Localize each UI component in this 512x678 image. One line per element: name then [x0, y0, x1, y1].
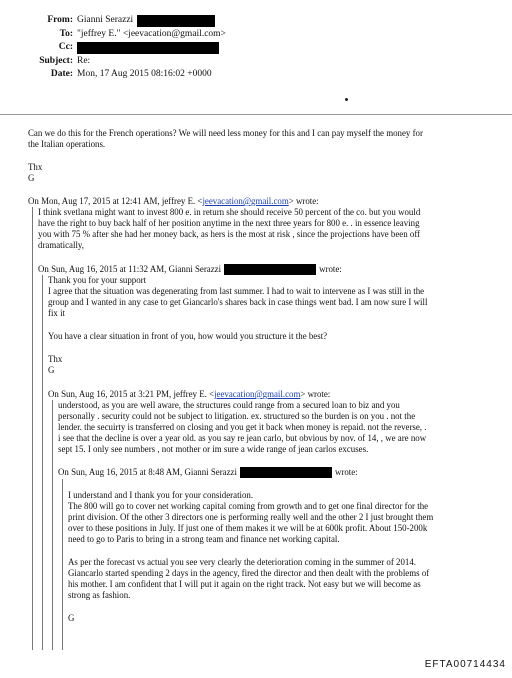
email-link[interactable]: jeevacation@gmail.com	[202, 196, 289, 206]
date-value: Mon, 17 Aug 2015 08:16:02 +0000	[77, 69, 212, 80]
quote-line: over to these positions in July. If just one of them makes it we will be at 600k profit. About 150-200k	[68, 523, 428, 533]
quote-line: fix it	[48, 308, 66, 318]
quote-line: Thank you for your support	[48, 275, 147, 285]
quote-line: lender. the secuirty is transferred on closing and you get it back when money is repaid. not the reverse, .	[58, 422, 427, 432]
quote-line: you with 75 % after she had her money back, as hers is the most at risk , since the projections have been off	[38, 229, 421, 239]
quote-header: On Sun, Aug 16, 2015 at 3:21 PM, jeffrey E. <jeevacation@gmail.com> wrote:	[48, 389, 331, 399]
quote-bar	[32, 207, 33, 650]
quote-line: personally . security could not be subject to litigation. ex. structured so the burden is on you . not the	[58, 411, 416, 421]
document-id: EFTA00714434	[424, 659, 506, 670]
cc-label: Cc:	[58, 42, 73, 53]
redaction-box	[240, 467, 332, 478]
body-line: the Italian operations.	[28, 139, 106, 149]
subject-row	[0, 55, 512, 69]
from-row	[0, 14, 512, 28]
to-label: To:	[59, 28, 73, 39]
quote-line: Giancarlo started spending 2 days in the agency, fired the director and then dealt with the problems of	[68, 568, 430, 578]
quote-line: need to go to Paris to bring in a strong team and finance net working capital.	[68, 534, 340, 544]
signoff: Thx	[48, 354, 63, 364]
date-row	[0, 68, 512, 82]
quote-line: understood, as you are well aware, the structures could range from a secured loan to biz and you	[58, 400, 400, 410]
email-header	[0, 14, 512, 82]
signoff: G	[68, 613, 75, 623]
quote-line: group and I wanted in any case to get Giancarlo's shares back in case things went bad. I am now sure I will	[48, 297, 428, 307]
email-link[interactable]: jeevacation@gmail.com	[214, 389, 301, 399]
date-label: Date:	[50, 69, 73, 80]
to-value: "jeffrey E." <jeevacation@gmail.com>	[77, 28, 226, 39]
redaction-box	[224, 264, 316, 275]
quote-bar	[52, 400, 53, 650]
header-divider	[0, 114, 512, 115]
quote-bar	[62, 479, 63, 650]
quote-line: have the right to buy back half of her position anytime in the next three years for 800 e. . in essence leaving	[38, 218, 420, 228]
quote-line: sept 15. I only see numbers , not mother or im sure a wide range of jean carlos excuses.	[58, 444, 369, 454]
quote-line: dramatically,	[38, 240, 84, 250]
signoff: G	[28, 173, 35, 183]
from-label: From:	[47, 15, 73, 25]
body-line: Can we do this for the French operations? We will need less money for this and I can pay myself the money for	[28, 128, 423, 138]
quote-line: I think svetlana might want to invest 800 e. in return she should receive 50 percent of the co. but you would	[38, 207, 421, 217]
quote-header: On Sun, Aug 16, 2015 at 8:48 AM, Gianni Serazzi wrote:	[58, 467, 358, 477]
quote-line: The 800 will go to cover net working capital coming from growth and to get one final director for the	[68, 501, 429, 511]
redaction-box	[77, 42, 219, 54]
signoff: G	[48, 365, 55, 375]
quote-line: print division. Of the other 3 directors one is performing really well and the other 2 I just brought them	[68, 512, 434, 522]
quote-line: I understand and I thank you for your consideration.	[68, 490, 254, 500]
quote-line: i see that the decline is over a year old. as you say re jean carlo, but obvious by nov. of 14, , we are now	[58, 433, 427, 443]
from-value: Gianni Serazzi	[77, 15, 134, 25]
quote-line: his mother. I am confident that I will put it again on the right track. Not easy but we will become as	[68, 579, 421, 589]
quote-line: I agree that the situation was degenerating from last summer. I had to wait to intervene as I was still in the	[48, 286, 425, 296]
quote-bar	[42, 275, 43, 650]
quote-header: On Mon, Aug 17, 2015 at 12:41 AM, jeffrey E. <jeevacation@gmail.com> wrote:	[28, 196, 319, 206]
redaction-box	[137, 15, 215, 27]
bullet-dot	[345, 98, 348, 101]
quote-line: strong as fashion.	[68, 590, 131, 600]
to-row	[0, 28, 512, 42]
quote-line: As per the forecast vs actual you see very clearly the deterioration coming in the summer of 2014.	[68, 557, 416, 567]
subject-value: Re:	[77, 55, 91, 66]
quote-line: You have a clear situation in front of you, how would you structure it the best?	[48, 331, 328, 341]
signoff: Thx	[28, 162, 43, 172]
subject-label: Subject:	[39, 55, 73, 66]
cc-row	[0, 41, 512, 55]
quote-header: On Sun, Aug 16, 2015 at 11:32 AM, Gianni Serazzi wrote:	[38, 264, 342, 274]
